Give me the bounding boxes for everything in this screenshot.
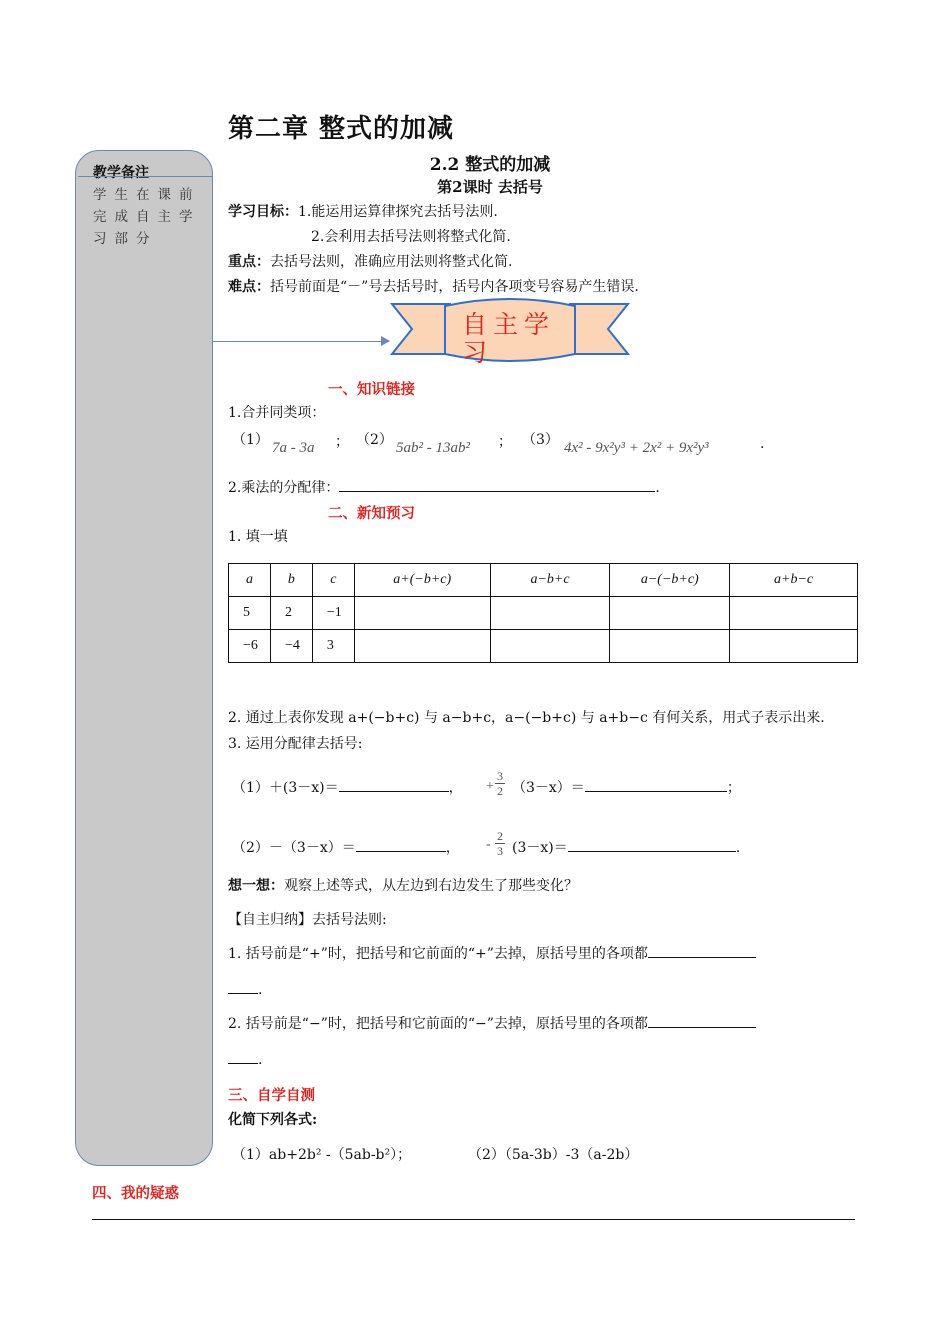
key-point xyxy=(228,252,512,272)
part2-q2: 2. 通过上表你发现 a+(−b+c) 与 a−b+c，a−(−b+c) 与 a+b−c 有何关系，用式子表示出来. xyxy=(228,710,825,726)
table-header: a xyxy=(229,564,271,597)
table-cell: 2 xyxy=(270,597,312,630)
part2-q3-item-1-right: （3－x）＝ ； xyxy=(512,780,741,796)
think-text: 观察上述等式，从左边到右边发生了那些变化？ xyxy=(284,878,578,894)
goal-1: 1.能运用运算律探究去括号法则. xyxy=(298,204,498,220)
table-header: c xyxy=(312,564,354,597)
rule-1: 1. 括号前是“+”时，把括号和它前面的“+”去掉，原括号里的各项都 xyxy=(228,944,756,964)
arrow-right-icon xyxy=(381,336,390,346)
answer-blank[interactable] xyxy=(228,1063,258,1064)
part1-q1-item-2: （2） xyxy=(356,432,393,448)
part1-q1-sep-1: ； xyxy=(335,434,349,450)
table-answer-cell[interactable] xyxy=(730,597,858,630)
answer-blank[interactable] xyxy=(648,1027,756,1028)
table-row xyxy=(229,630,858,663)
answer-blank[interactable] xyxy=(568,851,736,852)
rule-1-cont: . xyxy=(228,980,262,1000)
table-answer-cell[interactable] xyxy=(610,630,730,663)
part4-heading: 四、我的疑惑 xyxy=(92,1186,179,1202)
part2-heading: 二、新知预习 xyxy=(328,506,415,522)
part1-q2-blank[interactable] xyxy=(339,491,655,492)
part3-item-2: （2）（5a-3b）-3（a-2b） xyxy=(468,1147,639,1163)
sidebar-title: 教学备注 xyxy=(93,165,149,181)
part1-q1-sep-2: ； xyxy=(498,434,512,450)
part1-q1-expr-3: 4x² - 9x²y³ + 2x² + 9x²y³ xyxy=(564,440,709,456)
banner-text: 自主学习 xyxy=(462,310,556,367)
sidebar-connector-line xyxy=(213,341,389,342)
table-answer-cell[interactable] xyxy=(354,630,490,663)
answer-line[interactable] xyxy=(92,1219,855,1220)
table-answer-cell[interactable] xyxy=(610,597,730,630)
table-header: b xyxy=(270,564,312,597)
rule-2: 2. 括号前是“−”时，把括号和它前面的“−”去掉，原括号里的各项都 xyxy=(228,1014,756,1034)
part2-q3-item-2: （2）－（3－x）＝ ， xyxy=(232,840,460,856)
section-title: 2.2 整式的加减 xyxy=(429,155,551,175)
think-label: 想一想： xyxy=(228,878,284,894)
sign-plus: + xyxy=(486,779,494,794)
fraction-3-2: $\frac{3}{2}$ xyxy=(497,769,503,798)
table-header: a−b+c xyxy=(490,564,610,597)
goal-2: 2.会利用去括号法则将整式化简. xyxy=(311,229,511,245)
goals-label: 学习目标： xyxy=(228,204,298,220)
answer-blank[interactable] xyxy=(648,957,756,958)
difficulty-label: 难点： xyxy=(228,279,270,295)
chapter-title: 第二章 整式的加减 xyxy=(228,114,455,144)
think-line xyxy=(228,876,578,896)
part1-q1-item-3: （3） xyxy=(522,432,559,448)
table-cell: −4 xyxy=(270,630,312,663)
table-header: a−(−b+c) xyxy=(610,564,730,597)
table-answer-cell[interactable] xyxy=(354,597,490,630)
part1-heading: 一、知识链接 xyxy=(328,382,415,398)
fill-in-table xyxy=(228,563,858,663)
table-answer-cell[interactable] xyxy=(490,630,610,663)
part2-q3-item-1: （1）＋(3－x)＝ ， xyxy=(232,780,463,796)
answer-blank[interactable] xyxy=(585,791,727,792)
part1-q1-label: 1.合并同类项： xyxy=(228,405,326,421)
part1-q1-sep-3: . xyxy=(760,436,765,452)
answer-blank[interactable] xyxy=(339,791,449,792)
part2-q3-label: 3. 运用分配律去括号: xyxy=(228,736,363,752)
table-answer-cell[interactable] xyxy=(730,630,858,663)
part2-q3-item-2-right: (3－x)＝ . xyxy=(512,840,741,856)
summary-label: 【自主归纳】去括号法则: xyxy=(228,912,387,928)
lesson-title: 第2课时 去括号 xyxy=(437,178,543,196)
table-header: a+b−c xyxy=(730,564,858,597)
answer-blank[interactable] xyxy=(356,851,446,852)
difficulty xyxy=(228,277,639,297)
goals-line-1 xyxy=(228,202,498,222)
table-row xyxy=(229,597,858,630)
sign-minus: - xyxy=(486,837,491,852)
part3-item-1: （1）ab+2b² -（5ab-b²）； xyxy=(232,1147,412,1163)
table-header: a+(−b+c) xyxy=(354,564,490,597)
key-point-label: 重点： xyxy=(228,254,270,270)
key-point-text: 去括号法则，准确应用法则将整式化简. xyxy=(270,254,513,270)
table-cell: 3 xyxy=(312,630,354,663)
rule-2-cont: . xyxy=(228,1050,262,1070)
fraction-2-3: $\frac{2}{3}$ xyxy=(497,829,503,858)
part1-q1-item-1: （1） xyxy=(232,432,269,448)
part3-instruction: 化简下列各式: xyxy=(228,1112,318,1128)
table-header-row xyxy=(229,564,858,597)
table-cell: −6 xyxy=(229,630,271,663)
part3-heading: 三、自学自测 xyxy=(228,1088,315,1104)
part1-q2-label: 2.乘法的分配律： xyxy=(228,480,340,496)
difficulty-text: 括号前面是“－”号去括号时，括号内各项变号容易产生错误. xyxy=(270,279,639,295)
sidebar-panel xyxy=(75,150,213,1166)
part1-q1-expr-2: 5ab² - 13ab² xyxy=(396,440,470,456)
table-cell: −1 xyxy=(312,597,354,630)
part1-q1-expr-1: 7a - 3a xyxy=(272,440,315,456)
part2-q1-label: 1. 填一填 xyxy=(228,529,288,545)
table-cell: 5 xyxy=(229,597,271,630)
part1-q2: 2.乘法的分配律： . xyxy=(228,480,660,496)
table-answer-cell[interactable] xyxy=(490,597,610,630)
answer-blank[interactable] xyxy=(228,993,258,994)
sidebar-note: 学生在课前完成自主学习部分 xyxy=(93,187,201,247)
